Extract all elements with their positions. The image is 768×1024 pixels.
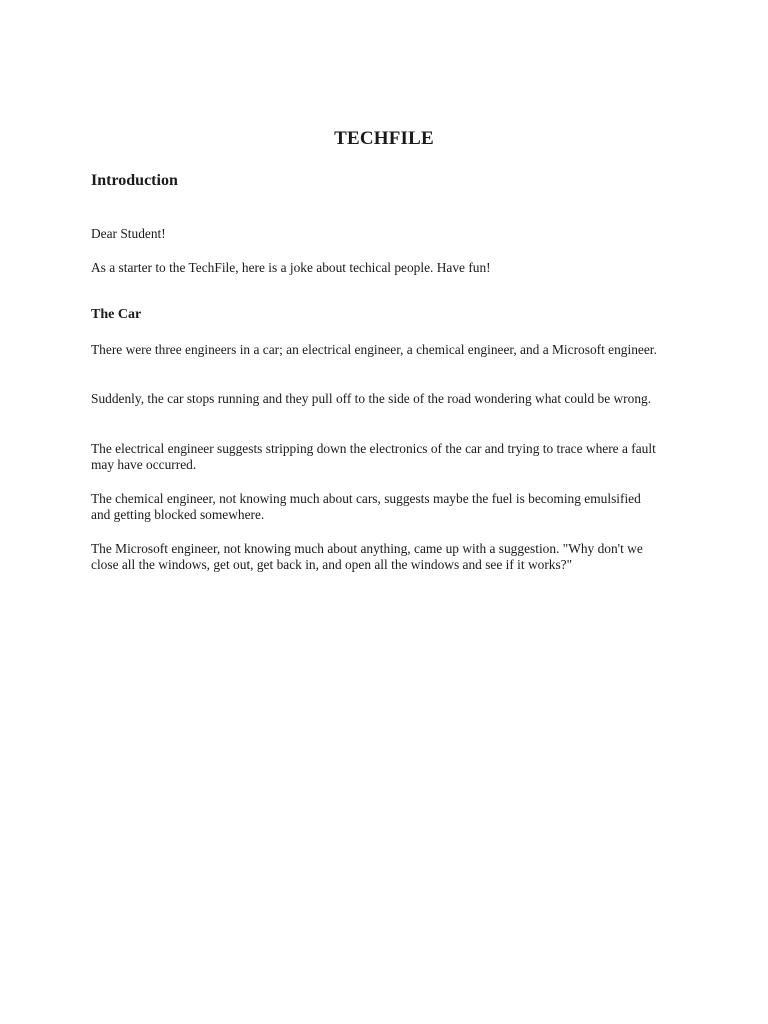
- paragraph: There were three engineers in a car; an electrical engineer, a chemical engineer, and a Microsoft engineer.: [91, 342, 657, 357]
- paragraph: The chemical engineer, not knowing much about cars, suggests maybe the fuel is becoming emulsified and getting blocked somewhere.: [91, 491, 641, 522]
- paragraph: The Microsoft engineer, not knowing much about anything, came up with a suggestion. "Why don't we close all the windows, get out, get back in, and open all the windows and see if it works?": [91, 541, 643, 572]
- paragraph: Suddenly, the car stops running and they pull off to the side of the road wondering what could be wrong.: [91, 391, 652, 406]
- document-title: TECHFILE: [334, 128, 434, 149]
- section-heading-the-car: The Car: [91, 307, 142, 322]
- greeting-text: Dear Student!: [91, 226, 166, 241]
- intro-text: As a starter to the TechFile, here is a joke about techical people. Have fun!: [91, 260, 491, 275]
- paragraph: The electrical engineer suggests stripping down the electronics of the car and trying to trace where a fault may have occurred.: [91, 441, 656, 472]
- introduction-heading: Introduction: [91, 172, 178, 189]
